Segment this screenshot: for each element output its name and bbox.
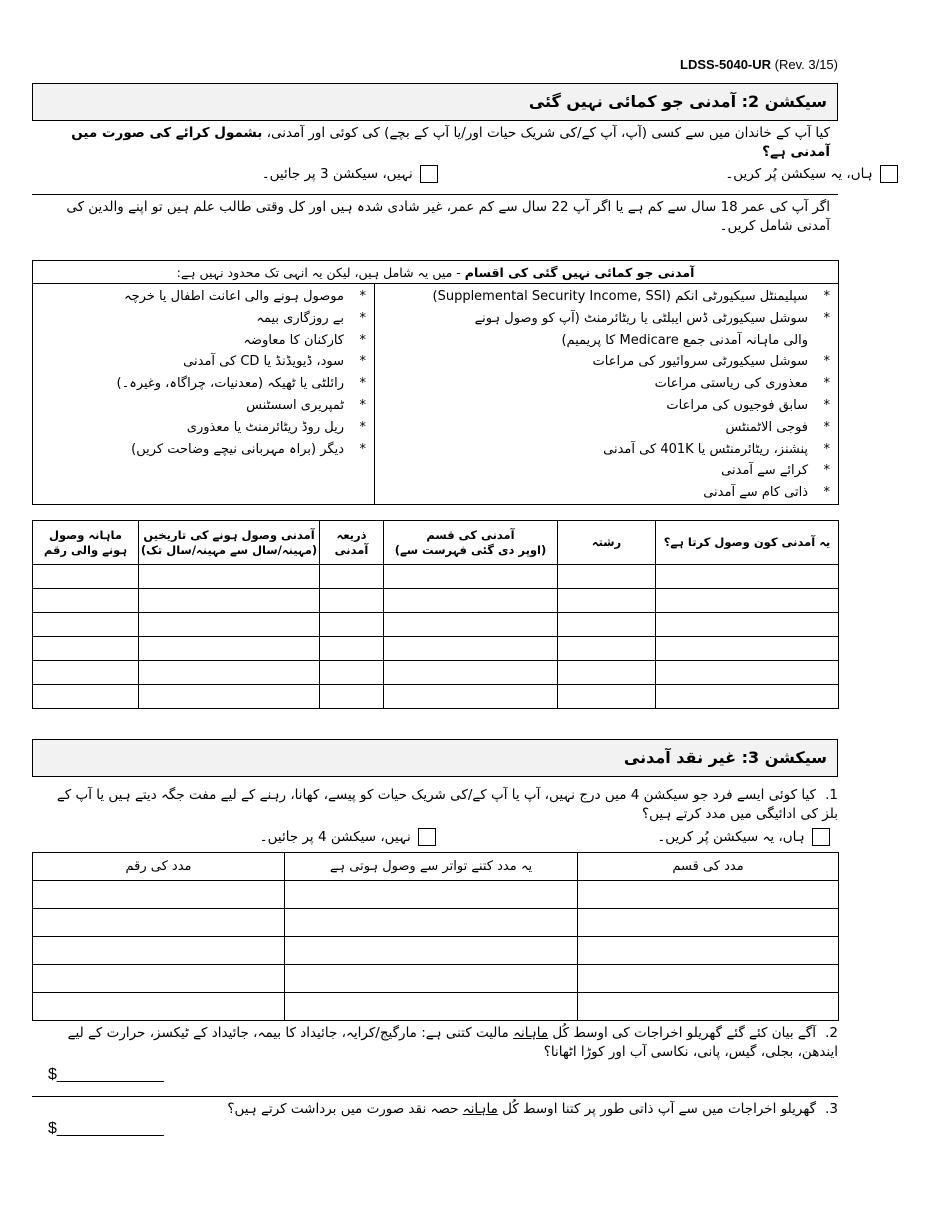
table-cell[interactable]	[656, 589, 839, 613]
q3-text-underlined: ماہانہ	[462, 1101, 498, 1117]
types-left-item: * دیگر (براہ مہربانی نیچے وضاحت کریں)	[131, 441, 366, 457]
table-cell[interactable]	[33, 589, 139, 613]
table-row[interactable]	[33, 661, 839, 685]
section3-no-label: نہیں، سیکشن 4 پر جائیں۔	[259, 829, 411, 845]
types-right-item: * کرائے سے آمدنی	[721, 463, 831, 479]
table-cell[interactable]	[558, 661, 656, 685]
col-header-support-frequency: یہ مدد کتنے تواتر سے وصول ہوتی ہے	[285, 853, 578, 881]
table-row[interactable]	[33, 909, 839, 937]
table-cell[interactable]	[139, 565, 320, 589]
section3-no-checkbox[interactable]	[418, 828, 436, 846]
types-right-column	[375, 284, 839, 505]
section2-divider	[32, 194, 838, 195]
q3-text-b: حصہ نقد صورت میں برداشت کرتے ہیں؟	[227, 1101, 463, 1117]
table-row[interactable]	[33, 685, 839, 709]
table-row[interactable]	[33, 993, 839, 1021]
types-right-item: * سوشل سیکیورٹی سروائیور کی مراعات	[592, 354, 831, 370]
table-cell[interactable]	[656, 685, 839, 709]
types-left-item: * موصول ہونے والی اعانت اطفال یا خرچہ	[123, 289, 366, 304]
form-number	[680, 57, 838, 72]
q2-text-b: مالیت کتنی ہے: مارگیج/کرایہ، جائیداد کا بیمہ، جائیداد کے ٹیکسز، حرارت کے لیے ایندھن، بجلی، گیس، پانی، نکاسی آب اور کوڑا اٹھانا؟	[67, 1025, 838, 1060]
q3-number: 3.	[825, 1101, 838, 1117]
table-cell[interactable]	[656, 613, 839, 637]
q1-number: 1.	[825, 787, 838, 803]
types-left-item: * بے روزگاری بیمہ	[256, 310, 366, 326]
table-row[interactable]	[33, 637, 839, 661]
table-row[interactable]	[33, 565, 839, 589]
section2-yes-checkbox[interactable]	[880, 165, 898, 183]
table-cell[interactable]	[384, 637, 558, 661]
section3-question-1	[48, 786, 838, 824]
col-header-recipient: یہ آمدنی کون وصول کرتا ہے؟	[656, 521, 839, 565]
section2-question-bold: بشمول کرائے کی صورت میں آمدنی ہے؟	[71, 125, 830, 160]
unearned-income-types-table	[32, 260, 839, 505]
types-table-header	[33, 261, 839, 284]
section2-yes-label: ہاں، یہ سیکشن پُر کریں۔	[725, 166, 873, 182]
col-header-dates: آمدنی وصول ہونے کی تاریخیں (مہینہ/سال سے مہینہ/سال تک)	[139, 521, 320, 565]
q2-text-underlined: ماہانہ	[513, 1025, 549, 1041]
types-right-item: * پنشنز، ریٹائرمنٹس یا 401K کی آمدنی	[603, 441, 831, 457]
table-cell[interactable]	[578, 937, 839, 965]
table-cell[interactable]	[33, 661, 139, 685]
table-cell[interactable]	[558, 589, 656, 613]
q2-amount-field[interactable]: $____________	[48, 1066, 164, 1083]
col-header-relationship: رشتہ	[558, 521, 656, 565]
types-right-item-continued: والی ماہانہ آمدنی جمع Medicare کا پریمیم)	[561, 332, 809, 348]
section2-question	[60, 124, 830, 162]
table-cell[interactable]	[656, 637, 839, 661]
table-cell[interactable]	[558, 637, 656, 661]
section3-question-3	[48, 1100, 838, 1119]
table-row[interactable]	[33, 589, 839, 613]
section2-no-option[interactable]	[262, 165, 438, 183]
table-cell[interactable]	[384, 685, 558, 709]
table-cell[interactable]	[139, 613, 320, 637]
q2-q3-divider	[32, 1096, 838, 1097]
table-cell[interactable]	[558, 685, 656, 709]
q3-text-a: گھریلو اخراجات میں سے آپ ذاتی طور پر کتنا اوسط کُل	[497, 1101, 816, 1117]
table-cell[interactable]	[384, 661, 558, 685]
types-left-column	[33, 284, 375, 505]
form-code: LDSS-5040-UR	[680, 57, 772, 72]
types-left-item: * ریل روڈ ریٹائرمنٹ یا معذوری	[186, 419, 366, 435]
table-cell[interactable]	[33, 613, 139, 637]
table-cell[interactable]	[33, 565, 139, 589]
q3-amount-field[interactable]: $____________	[48, 1120, 164, 1137]
col-header-support-amount: مدد کی رقم	[33, 853, 285, 881]
table-row[interactable]	[33, 881, 839, 909]
col-header-monthly-amount: ماہانہ وصول ہونے والی رقم	[33, 521, 139, 565]
table-cell[interactable]	[139, 637, 320, 661]
types-left-item: * رائلٹی یا ٹھیکہ (معدنیات، چراگاہ، وغیرہ۔)	[116, 376, 366, 392]
table-cell[interactable]	[578, 881, 839, 909]
q2-text-a: آگے بیان کئے گئے گھریلو اخراجات کی اوسط کُل	[548, 1025, 816, 1041]
table-cell[interactable]	[33, 637, 139, 661]
table-row[interactable]	[33, 937, 839, 965]
table-cell[interactable]	[320, 637, 384, 661]
col-header-support-type: مدد کی قسم	[578, 853, 839, 881]
types-left-item: * ٹمپریری اسسٹنس	[246, 397, 366, 413]
section3-no-option[interactable]	[260, 828, 436, 846]
table-cell[interactable]	[656, 565, 839, 589]
table-cell[interactable]	[384, 565, 558, 589]
table-row[interactable]	[33, 613, 839, 637]
col-header-income-source: ذریعہ آمدنی	[320, 521, 384, 565]
section2-question-text: کیا آپ کے خاندان میں سے کسی (آپ، آپ کے/کی شریک حیات اور/یا آپ کے بچے) کی کوئی اور آمدنی،	[266, 125, 830, 141]
types-right-item: * ذاتی کام سے آمدنی	[703, 485, 831, 501]
types-right-item: * سوشل سیکیورٹی ڈس ایبلٹی یا ریٹائرمنٹ (آپ کو وصول ہونے	[474, 310, 831, 326]
types-right-item: * سابق فوجیوں کی مراعات	[666, 397, 831, 413]
table-cell[interactable]	[285, 937, 578, 965]
section3-yes-label: ہاں، یہ سیکشن پُر کریں۔	[657, 829, 805, 845]
section3-yes-checkbox[interactable]	[812, 828, 830, 846]
section3-yes-option[interactable]	[657, 828, 830, 846]
table-cell[interactable]	[384, 613, 558, 637]
section2-no-checkbox[interactable]	[420, 165, 438, 183]
section3-title: سیکشن 3: غیر نقد آمدنی	[32, 739, 838, 777]
types-right-item: * فوجی الاٹمنٹس	[725, 419, 831, 435]
unearned-income-entry-table	[32, 520, 839, 709]
section2-no-label: نہیں، سیکشن 3 پر جائیں۔	[261, 166, 413, 182]
table-cell[interactable]	[578, 993, 839, 1021]
table-cell[interactable]	[558, 613, 656, 637]
table-cell[interactable]	[558, 565, 656, 589]
table-cell[interactable]	[33, 909, 285, 937]
table-cell[interactable]	[139, 685, 320, 709]
section2-title: سیکشن 2: آمدنی جو کمائی نہیں گئی	[32, 83, 838, 121]
types-left-item: * کارکنان کا معاوضہ	[243, 332, 366, 348]
q1-text: کیا کوئی ایسے فرد جو سیکشن 4 میں درج نہیں، آپ یا آپ کے/کی شریک حیات کو پیسے، کھانا، رہنے کے لیے مفت جگہ دیتے ہیں یا آپ کے بلز کی ادائیگی میں مدد کرتے ہیں؟	[56, 787, 838, 822]
table-cell[interactable]	[578, 909, 839, 937]
table-cell[interactable]	[139, 661, 320, 685]
table-cell[interactable]	[33, 993, 285, 1021]
table-cell[interactable]	[320, 661, 384, 685]
table-cell[interactable]	[285, 993, 578, 1021]
types-right-item: * سپلیمنٹل سیکیورٹی انکم (Supplemental Security Income, SSI)	[432, 289, 831, 304]
table-cell[interactable]	[33, 965, 285, 993]
types-header-bold: آمدنی جو کمائی نہیں گئی کی اقسام	[464, 264, 695, 280]
table-cell[interactable]	[33, 685, 139, 709]
types-header-rest: - میں یہ شامل ہیں، لیکن یہ انہی تک محدود نہیں ہے:	[176, 264, 465, 280]
table-cell[interactable]	[285, 881, 578, 909]
form-revision: (Rev. 3/15)	[774, 57, 838, 72]
table-cell[interactable]	[285, 965, 578, 993]
table-cell[interactable]	[320, 685, 384, 709]
table-cell[interactable]	[33, 937, 285, 965]
section2-yes-option[interactable]	[725, 165, 898, 183]
q2-number: 2.	[825, 1025, 838, 1041]
table-cell[interactable]	[320, 613, 384, 637]
table-cell[interactable]	[33, 881, 285, 909]
table-cell[interactable]	[320, 589, 384, 613]
col-header-income-type: آمدنی کی قسم (اوپر دی گئی فہرست سے)	[384, 521, 558, 565]
non-cash-support-table	[32, 852, 839, 1021]
types-right-item: * معذوری کی ریاستی مراعات	[654, 376, 831, 392]
section3-question-2	[48, 1024, 838, 1062]
table-row[interactable]	[33, 965, 839, 993]
table-cell[interactable]	[578, 965, 839, 993]
table-cell[interactable]	[656, 661, 839, 685]
table-cell[interactable]	[384, 589, 558, 613]
table-cell[interactable]	[320, 565, 384, 589]
types-left-item: * سود، ڈیویڈنڈ یا CD کی آمدنی	[183, 354, 366, 370]
section2-note: اگر آپ کی عمر 18 سال سے کم ہے یا اگر آپ 22 سال سے کم عمر، غیر شادی شدہ ہیں اور کل وقتی طالب علم ہیں تو اپنے والدین کی آمدنی شامل کریں۔	[66, 199, 830, 234]
table-cell[interactable]	[285, 909, 578, 937]
table-cell[interactable]	[139, 589, 320, 613]
